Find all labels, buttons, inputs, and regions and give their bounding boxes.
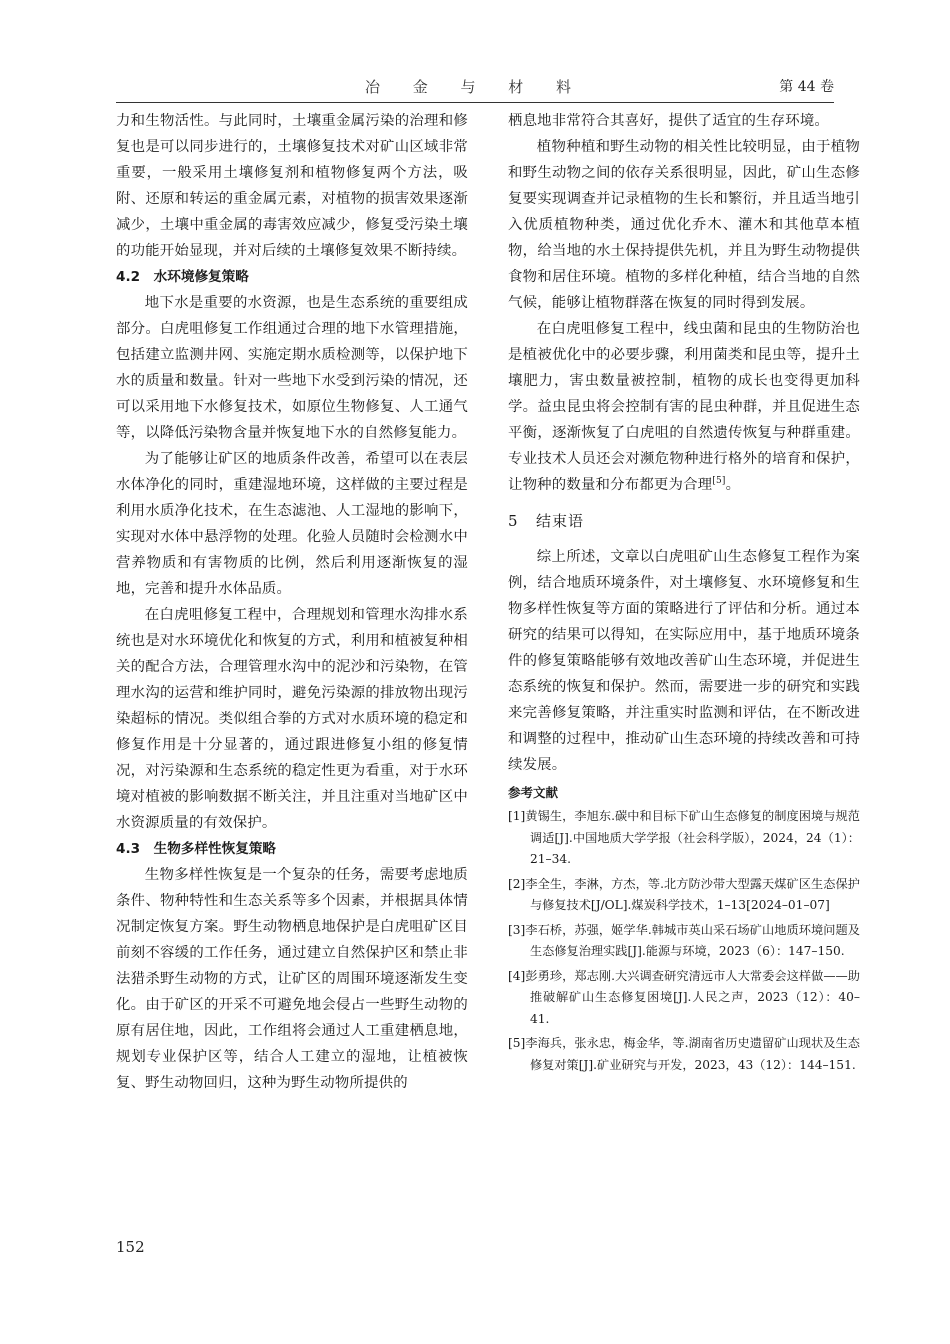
reference-item: [3]李石桥，苏强，姬学华.韩城市英山采石场矿山地质环境问题及生态修复治理实践[J].能源与环境，2023（6）：147–150. xyxy=(508,922,860,958)
left-column xyxy=(116,108,468,1096)
paragraph: 在白虎咀修复工程中，合理规划和管理水沟排水系统也是对水环境优化和恢复的方式，利用和植被复种相关的配合方法，合理管理水沟中的泥沙和污染物，在管理水沟的运营和维护同时，避免污染源的排放物出现污染超标的情况。类似组合拳的方式对水质环境的稳定和修复作用是十分显著的，通过跟进修复小组的修复情况，对污染源和生态系统的稳定性更为看重，对于水环境对植被的影响数据不断关注，并且注重对当地矿区中水资源质量的有效保护。 xyxy=(116,607,468,831)
paragraph: 为了能够让矿区的地质条件改善，希望可以在表层水体净化的同时，重建湿地环境，这样做的主要过程是利用水质净化技术，在生态滤池、人工湿地的影响下，实现对水体中悬浮物的处理。化验人员随时会检测水中营养物质和有害物质的比例，然后利用逐渐恢复的湿地，完善和提升水体品质。 xyxy=(116,451,468,597)
section-heading-5 xyxy=(508,506,860,536)
paragraph xyxy=(508,316,860,498)
paragraph: 地下水是重要的水资源，也是生态系统的重要组成部分。白虎咀修复工作组通过合理的地下水管理措施，包括建立监测井网、实施定期水质检测等，以保护地下水的质量和数量。针对一些地下水受到污染的情况，还可以采用地下水修复技术，如原位生物修复、人工通气等，以降低污染物含量并恢复地下水的自然修复能力。 xyxy=(116,295,468,441)
paragraph: 综上所述，文章以白虎咀矿山生态修复工程作为案例，结合地质环境条件，对土壤修复、水环境修复和生物多样性恢复等方面的策略进行了评估和分析。通过本研究的结果可以得知，在实际应用中，基于地质环境条件的修复策略能够有效地改善矿山生态环境，并促进生态系统的恢复和保护。然而，需要进一步的研究和实践来完善修复策略，并注重实时监测和评估，在不断改进和调整的过程中，推动矿山生态环境的持续改善和可持续发展。 xyxy=(508,549,860,773)
reference-list xyxy=(508,806,860,1076)
page-number: 152 xyxy=(116,1238,145,1256)
paragraph: 力和生物活性。与此同时，土壤重金属污染的治理和修复也是可以同步进行的，土壤修复技术对矿山区域非常重要，一般采用土壤修复剂和植物修复两个方法，吸附、还原和转运的重金属元素，对植物的损害效果逐渐减少，土壤中重金属的毒害效应减少，修复受污染土壤的功能开始显现，并对后续的土壤修复效果不断持续。 xyxy=(116,113,468,259)
volume-label: 第 44 卷 xyxy=(779,79,834,95)
section-heading-4-2: 4.2 水环境修复策略 xyxy=(116,269,249,285)
right-column xyxy=(508,108,860,1079)
section-title: 结束语 xyxy=(536,512,585,530)
paragraph-end: 。 xyxy=(725,477,741,493)
reference-item: [4]彭勇珍，郑志刚.大兴调查研究清远市人大常委会这样做——助推破解矿山生态修复困境[J].人民之声，2023（12）：40–41. xyxy=(508,968,860,1026)
references-heading: 参考文献 xyxy=(508,785,559,800)
paragraph-text: 在白虎咀修复工程中，线虫菌和昆虫的生物防治也是植被优化中的必要步骤，利用菌类和昆虫等，提升土壤肥力，害虫数量被控制，植物的成长也变得更加科学。益虫昆虫将会控制有害的昆虫种群，并且促进生态平衡，逐渐恢复了白虎咀的自然遗传恢复与种群重建。专业技术人员还会对濒危物种进行格外的培育和保护，让物种的数量和分布都更为合理 xyxy=(508,321,860,493)
citation-link[interactable]: [5] xyxy=(712,476,726,487)
section-number: 5 xyxy=(508,512,519,530)
paragraph: 生物多样性恢复是一个复杂的任务，需要考虑地质条件、物种特性和生态关系等多个因素，并根据具体情况制定恢复方案。野生动物栖息地保护是白虎咀矿区目前刻不容缓的工作任务，通过建立自然保护区和禁止非法猎杀野生动物的方式，让矿区的周围环境逐渐发生变化。由于矿区的开采不可避免地会侵占一些野生动物的原有居住地，因此，工作组将会通过人工重建栖息地，规划专业保护区等，结合人工建立的湿地，让植被恢复、野生动物回归，这种为野生动物所提供的 xyxy=(116,867,468,1091)
running-header xyxy=(116,74,834,100)
reference-item: [1]黄锡生，李旭东.碳中和目标下矿山生态修复的制度困境与规范调适[J].中国地质大学学报（社会科学版），2024，24（1）：21–34. xyxy=(508,809,860,866)
journal-title: 冶 金 与 材 料 xyxy=(364,78,586,96)
header-rule xyxy=(116,102,834,103)
paragraph: 植物种植和野生动物的相关性比较明显，由于植物和野生动物之间的依存关系很明显，因此，矿山生态修复要实现调查并记录植物的生长和繁衍，并且适当地引入优质植物种类，通过优化乔木、灌木和其他草本植物，给当地的水土保持提供先机，并且为野生动物提供食物和居住环境。植物的多样化种植，结合当地的自然气候，能够让植物群落在恢复的同时得到发展。 xyxy=(508,139,860,311)
reference-item: [2]李全生，李淋，方杰，等.北方防沙带大型露天煤矿区生态保护与修复技术[J/OL].煤炭科学技术，1–13[2024–01–07] xyxy=(508,876,860,912)
reference-item: [5]李海兵，张永忠，梅金华，等.湖南省历史遗留矿山现状及生态修复对策[J].矿业研究与开发，2023，43（12）：144–151. xyxy=(508,1036,860,1072)
paragraph: 栖息地非常符合其喜好，提供了适宜的生存环境。 xyxy=(508,113,829,129)
section-heading-4-3: 4.3 生物多样性恢复策略 xyxy=(116,841,277,857)
